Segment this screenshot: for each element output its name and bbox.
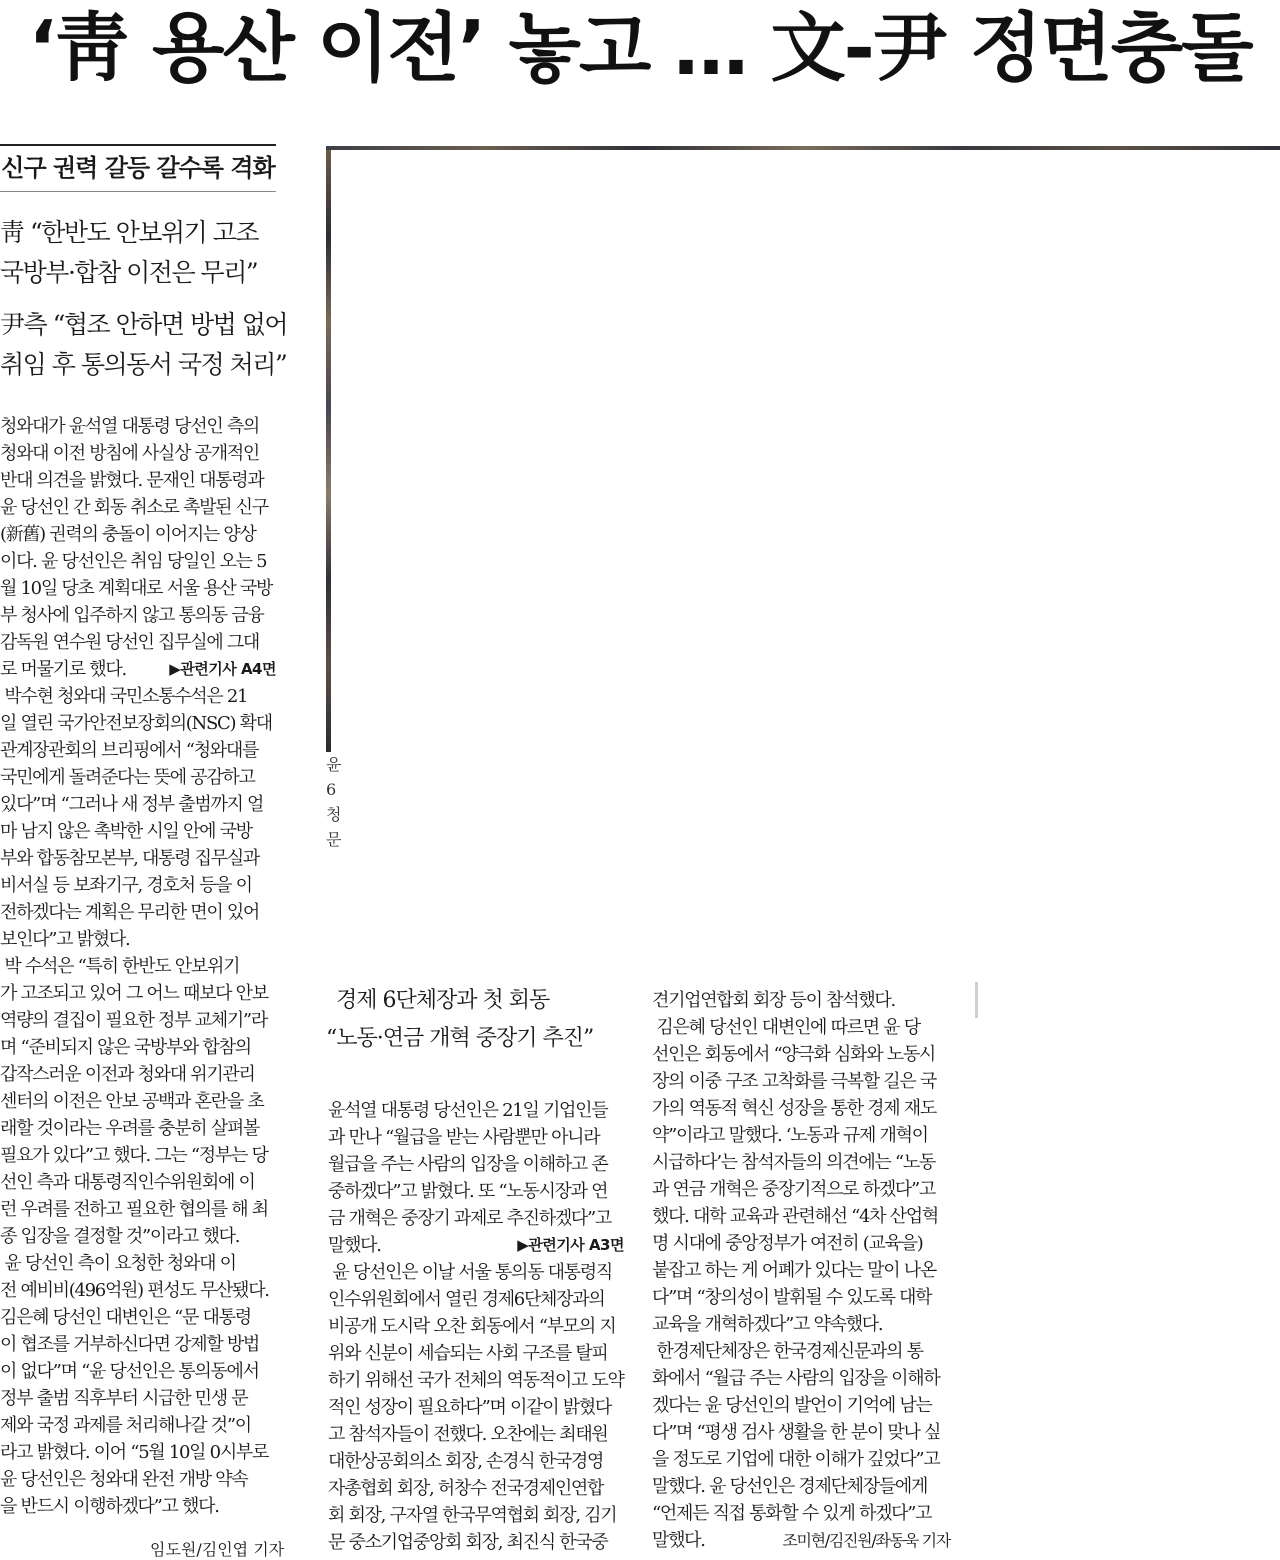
body-line: 청와대가 윤석열 대통령 당선인 측의 — [0, 416, 260, 437]
body-line: 회 회장, 구자열 한국무역협회 회장, 김기 — [328, 1505, 617, 1526]
body-line: 다”며 “창의성이 발휘될 수 있도록 대학 — [652, 1287, 932, 1308]
body-line: 전 예비비(496억원) 편성도 무산됐다. — [0, 1280, 269, 1301]
body-line: 윤 당선인 측이 요청한 청와대 이 — [0, 1253, 236, 1274]
body-line: 종 입장을 결정할 것”이라고 했다. — [0, 1226, 240, 1247]
related-article-link[interactable]: ▶관련기사 A4면 — [169, 660, 276, 678]
column-edge-line — [975, 982, 978, 1018]
body-line: 위와 신분이 세습되는 사회 구조를 탈피 — [328, 1343, 608, 1364]
body-line: 이 없다”며 “윤 당선인은 통의동에서 — [0, 1361, 259, 1382]
body-line-text: 말했다. — [328, 1235, 381, 1256]
body-line: 윤 당선인은 이날 서울 통의동 대통령직 — [328, 1262, 612, 1283]
body-line: “언제든 직접 통화할 수 있게 하겠다”고 — [652, 1503, 932, 1524]
body-line: 했다. 대학 교육과 관련해선 “4차 산업혁 — [652, 1206, 938, 1227]
second-article-byline: 조미현/김진원/좌동욱 기자 — [782, 1531, 950, 1550]
body-line-text: 로 머물기로 했다. — [0, 659, 126, 680]
body-line — [328, 1232, 626, 1259]
body-line: 겠다는 윤 당선인의 발언이 기억에 남는 — [652, 1395, 932, 1416]
body-line: 일 열린 국가안전보장회의(NSC) 확대 — [0, 713, 272, 734]
related-article-link[interactable]: ▶관련기사 A3면 — [517, 1236, 624, 1254]
body-line: 부 청사에 입주하지 않고 통의동 금융 — [0, 605, 264, 626]
body-line: 월급을 주는 사람의 입장을 이해하고 존 — [328, 1154, 608, 1175]
body-line: 전하겠다는 계획은 무리한 면이 있어 — [0, 902, 260, 923]
main-article-body — [0, 413, 278, 1520]
body-line: 있다”며 “그러나 새 정부 출범까지 얼 — [0, 794, 264, 815]
body-line: 박수현 청와대 국민소통수석은 21 — [0, 686, 248, 707]
body-line: 고 참석자들이 전했다. 오찬에는 최태원 — [328, 1424, 608, 1445]
main-article-byline: 임도원/김인엽 기자 — [150, 1540, 285, 1559]
body-line: 제와 국정 과제를 처리해나갈 것”이 — [0, 1415, 251, 1436]
body-line: 적인 성장이 필요하다”며 이같이 밝혔다 — [328, 1397, 611, 1418]
body-line: 갑작스러운 이전과 청와대 위기관리 — [0, 1064, 255, 1085]
body-line: 과 연금 개혁은 중장기적으로 하겠다”고 — [652, 1179, 935, 1200]
photo-top-strip — [326, 146, 1280, 150]
body-line: 붙잡고 하는 게 어폐가 있다는 말이 나온 — [652, 1260, 936, 1281]
body-line: 문 중소기업중앙회 회장, 최진식 한국중 — [328, 1532, 608, 1553]
body-line: 정부 출범 직후부터 시급한 민생 문 — [0, 1388, 248, 1409]
body-line: 관계장관회의 브리핑에서 “청와대를 — [0, 740, 259, 761]
caption-char: 청 — [326, 805, 342, 824]
body-line: 장의 이중 구조 고착화를 극복할 길은 국 — [652, 1071, 936, 1092]
body-line: 보인다”고 밝혔다. — [0, 929, 130, 950]
body-line — [652, 1527, 952, 1554]
body-line: 필요가 있다”고 했다. 그는 “정부는 당 — [0, 1145, 268, 1166]
subhead-line: “노동·연금 개혁 중장기 추진” — [326, 1026, 594, 1051]
body-line: 화에서 “월급 주는 사람의 입장을 이해하 — [652, 1368, 940, 1389]
second-article-col2 — [652, 987, 952, 1554]
subhead-line: 취임 후 통의동서 국정 처리” — [0, 350, 287, 379]
second-article-col1 — [328, 1097, 626, 1556]
body-line: 윤 당선인은 청와대 완전 개방 약속 — [0, 1469, 248, 1490]
page-headline: ‘靑 용산 이전’ 놓고 … 文-尹 정면충돌 — [28, 4, 1252, 92]
body-line: 한경제단체장은 한국경제신문과의 통 — [652, 1341, 923, 1362]
body-line: 반대 의견을 밝혔다. 문재인 대통령과 — [0, 470, 264, 491]
photo-caption-fragment — [326, 752, 342, 852]
body-line: 약”이라고 말했다. ‘노동과 규제 개혁이 — [652, 1125, 928, 1146]
body-line: 이다. 윤 당선인은 취임 당일인 오는 5 — [0, 551, 267, 572]
body-line: 인수위원회에서 열린 경제6단체장과의 — [328, 1289, 605, 1310]
body-line — [0, 656, 278, 683]
body-line: 과 만나 “월급을 받는 사람뿐만 아니라 — [328, 1127, 600, 1148]
body-line: 월 10일 당초 계획대로 서울 용산 국방 — [0, 578, 273, 599]
body-line: 말했다. 윤 당선인은 경제단체장들에게 — [652, 1476, 928, 1497]
body-line: 센터의 이전은 안보 공백과 혼란을 초 — [0, 1091, 264, 1112]
body-line: 국민에게 돌려준다는 뜻에 공감하고 — [0, 767, 255, 788]
body-line-text: 말했다. — [652, 1530, 705, 1551]
body-line: 부와 합동참모본부, 대통령 집무실과 — [0, 848, 260, 869]
subhead-line: 尹측 “협조 안하면 방법 없어 — [0, 310, 288, 339]
second-article-subheads — [326, 982, 636, 1058]
photo-left-strip — [326, 150, 331, 752]
body-line: 교육을 개혁하겠다”고 약속했다. — [652, 1314, 883, 1335]
body-line: 박 수석은 “특히 한반도 안보위기 — [0, 956, 240, 977]
body-line: 명 시대에 중앙정부가 여전히 (교육을) — [652, 1233, 923, 1254]
body-line: 견기업연합회 회장 등이 참석했다. — [652, 990, 895, 1011]
body-line: 대한상공회의소 회장, 손경식 한국경영 — [328, 1451, 604, 1472]
body-line: 래할 것이라는 우려를 충분히 살펴볼 — [0, 1118, 260, 1139]
body-line: (新舊) 권력의 충돌이 이어지는 양상 — [0, 524, 256, 545]
body-line: 라고 밝혔다. 이어 “5월 10일 0시부로 — [0, 1442, 269, 1463]
body-line: 런 우려를 전하고 필요한 협의를 해 최 — [0, 1199, 268, 1220]
body-line: 하기 위해선 국가 전체의 역동적이고 도약 — [328, 1370, 624, 1391]
subhead-line: 국방부·합참 이전은 무리” — [0, 258, 258, 287]
photo-area — [326, 146, 1277, 982]
body-line: 다”며 “평생 검사 생활을 한 분이 맞나 싶 — [652, 1422, 941, 1443]
caption-char: 6 — [326, 780, 337, 799]
body-line: 이 협조를 거부하신다면 강제할 방법 — [0, 1334, 260, 1355]
body-line: 을 정도로 기업에 대한 이해가 깊었다”고 — [652, 1449, 940, 1470]
body-line: 가 고조되고 있어 그 어느 때보다 안보 — [0, 983, 268, 1004]
body-line: 역량의 결집이 필요한 정부 교체기”라 — [0, 1010, 267, 1031]
body-line: 중하겠다”고 밝혔다. 또 “노동시장과 연 — [328, 1181, 608, 1202]
article-kicker: 신구 권력 갈등 갈수록 격화 — [1, 154, 275, 182]
body-line: 선인은 회동에서 “양극화 심화와 노동시 — [652, 1044, 935, 1065]
caption-char: 윤 — [326, 755, 342, 774]
body-line: 마 남지 않은 촉박한 시일 안에 국방 — [0, 821, 252, 842]
body-line: 며 “준비되지 않은 국방부와 합참의 — [0, 1037, 251, 1058]
body-line: 을 반드시 이행하겠다”고 했다. — [0, 1496, 219, 1517]
body-line: 윤 당선인 간 회동 취소로 촉발된 신구 — [0, 497, 268, 518]
main-subheads — [0, 213, 290, 385]
body-line: 김은혜 당선인 대변인에 따르면 윤 당 — [652, 1017, 920, 1038]
body-line: 금 개혁은 중장기 과제로 추진하겠다”고 — [328, 1208, 611, 1229]
body-line: 윤석열 대통령 당선인은 21일 기업인들 — [328, 1100, 608, 1121]
kicker-bottom-rule — [0, 191, 276, 192]
body-line: 자총협회 회장, 허창수 전국경제인연합 — [328, 1478, 604, 1499]
subhead-line: 靑 “한반도 안보위기 고조 — [0, 218, 258, 247]
caption-char: 문 — [326, 830, 342, 849]
subhead-line: 경제 6단체장과 첫 회동 — [336, 988, 550, 1013]
body-line: 선인 측과 대통령직인수위원회에 이 — [0, 1172, 255, 1193]
body-line: 청와대 이전 방침에 사실상 공개적인 — [0, 443, 260, 464]
body-line: 시급하다’는 참석자들의 의견에는 “노동 — [652, 1152, 935, 1173]
body-line: 가의 역동적 혁신 성장을 통한 경제 재도 — [652, 1098, 936, 1119]
body-line: 김은혜 당선인 대변인은 “문 대통령 — [0, 1307, 251, 1328]
body-line: 감독원 연수원 당선인 집무실에 그대 — [0, 632, 260, 653]
body-line: 비공개 도시락 오찬 회동에서 “부모의 지 — [328, 1316, 616, 1337]
body-line: 비서실 등 보좌기구, 경호처 등을 이 — [0, 875, 252, 896]
